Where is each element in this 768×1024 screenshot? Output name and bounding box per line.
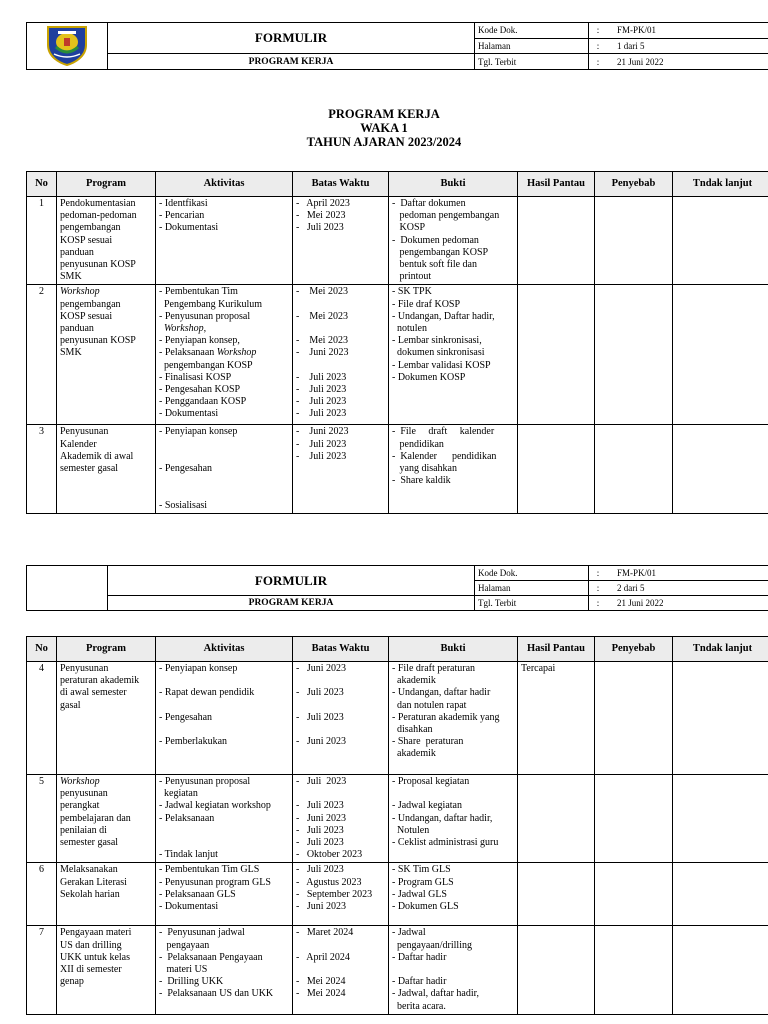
cell-line: Workshop,	[159, 323, 207, 335]
program-table-page-2	[26, 636, 768, 1015]
row-number: 2	[27, 285, 57, 425]
cell-line: - Mei 2024	[296, 988, 346, 1000]
cell-line: - Juni 2023	[296, 736, 346, 748]
cell-line: - Juli 2023	[296, 384, 347, 396]
col-bukti-header: Bukti	[389, 637, 518, 662]
cell-line	[159, 724, 289, 736]
cell-line: US dan drilling	[60, 939, 122, 951]
cell-line	[159, 837, 289, 849]
cell-line: - Pelaksanaan GLS	[159, 888, 236, 900]
cell-line: - Jadwal, daftar hadir,	[392, 988, 480, 1000]
bukti-cell	[389, 285, 518, 425]
cell-line: - Dokumen KOSP	[392, 371, 466, 383]
cell-line: Penyusunan	[60, 663, 109, 674]
document-title: PROGRAM KERJA WAKA 1 TAHUN AJARAN 2023/2024	[306, 107, 462, 149]
table-row	[27, 926, 768, 1014]
cell-line: di awal semester	[60, 687, 127, 699]
cell-line: - Tindak lanjut	[159, 849, 218, 861]
cell-line	[159, 825, 289, 837]
col-aktivitas-header: Aktivitas	[156, 172, 293, 197]
cell-line: - Oktober 2023	[296, 849, 363, 861]
kode-value: FM-PK/01	[607, 566, 768, 581]
cell-line: - Pelaksanaan Pengayaan	[159, 951, 263, 963]
form-title: FORMULIR	[108, 566, 475, 596]
cell-line: - Juli 2023	[296, 687, 344, 699]
row-number: 3	[27, 425, 57, 513]
cell-line: bentuk soft file dan	[392, 259, 477, 271]
hasil-pantau-cell: Tercapai	[518, 662, 595, 775]
cell-line: - April 2024	[296, 951, 350, 963]
terbit-value: 21 Juni 2022	[607, 596, 768, 611]
aktivitas-cell	[156, 197, 293, 285]
cell-line: - Jadwal kegiatan workshop	[159, 800, 271, 812]
cell-line: akademik	[392, 675, 436, 687]
halaman-label: Halaman	[475, 38, 589, 54]
cell-line: disahkan	[392, 724, 433, 736]
cell-line: SMK	[60, 347, 82, 359]
cell-line: - Jadwal	[392, 927, 426, 939]
aktivitas-cell	[156, 926, 293, 1014]
col-no-header: No	[27, 637, 57, 662]
cell-line: perangkat	[60, 800, 100, 812]
cell-line: penyusunan KOSP	[60, 259, 136, 271]
cell-line	[296, 323, 385, 335]
cell-line: - Pelaksanaan Workshop	[159, 347, 257, 359]
cell-line: pedoman-pedoman	[60, 210, 137, 222]
cell-line: - SK TPK	[392, 286, 432, 298]
cell-line: - Share kaldik	[392, 475, 451, 487]
cell-line: pengembangan	[60, 298, 121, 310]
cell-line: - Penyiapan konsep	[159, 663, 238, 674]
cell-line: pembelajaran dan	[60, 812, 131, 824]
table-row	[27, 863, 768, 926]
cell-line: pendidikan	[392, 438, 444, 450]
table-row	[27, 775, 768, 863]
form-subtitle: PROGRAM KERJA	[108, 54, 475, 70]
cell-line: peraturan akademik	[60, 675, 140, 687]
col-program-header: Program	[57, 637, 156, 662]
cell-line: pengayaan/drilling	[392, 939, 472, 951]
hasil-pantau-cell	[518, 425, 595, 513]
cell-line: SMK	[60, 271, 82, 283]
batas-waktu-cell	[293, 197, 389, 285]
cell-line: - Pembentukan Tim GLS	[159, 864, 260, 876]
col-program-header: Program	[57, 172, 156, 197]
penyebab-cell	[595, 863, 673, 926]
cell-line: - Juli 2023	[296, 837, 344, 849]
cell-line: dan notulen rapat	[392, 699, 467, 711]
form-subtitle: PROGRAM KERJA	[108, 596, 475, 611]
terbit-label: Tgl. Terbit	[475, 54, 589, 70]
col-hasil-pantau-header: Hasil Pantau	[518, 172, 595, 197]
cell-line: - File draft peraturan	[392, 663, 476, 674]
cell-line: - Undangan, daftar hadir	[392, 687, 491, 699]
hasil-pantau-cell	[518, 863, 595, 926]
cell-line: - Juli 2023	[296, 438, 347, 450]
cell-line: - Penggandaan KOSP	[159, 396, 247, 408]
kode-label: Kode Dok.	[475, 566, 589, 581]
cell-line: - Penyiapan konsep	[159, 426, 238, 438]
cell-line	[296, 299, 385, 311]
cell-line: - Identfikasi	[159, 198, 208, 209]
kode-label: Kode Dok.	[475, 23, 589, 39]
cell-line: - Dokumentasi	[159, 222, 219, 234]
tindak-lanjut-cell	[673, 197, 768, 285]
cell-line: - Penyiapan konsep,	[159, 335, 240, 347]
col-penyebab-header: Penyebab	[595, 637, 673, 662]
cell-line: berita acara.	[392, 1000, 446, 1012]
cell-line	[159, 700, 289, 712]
cell-line: Workshop	[60, 776, 100, 787]
tindak-lanjut-cell	[673, 863, 768, 926]
col-tindak-lanjut-header: Tndak lanjut	[673, 637, 768, 662]
cell-line	[296, 788, 385, 800]
table-row	[27, 425, 768, 513]
cell-line: - Lembar validasi KOSP	[392, 359, 491, 371]
cell-line: - Pelaksanaan US dan UKK	[159, 988, 274, 1000]
bukti-cell	[389, 425, 518, 513]
logo-placeholder	[27, 566, 108, 611]
batas-waktu-cell	[293, 863, 389, 926]
cell-line: Sekolah harian	[60, 888, 120, 900]
cell-line	[296, 360, 385, 372]
cell-line: - Pelaksanaan	[159, 812, 215, 824]
form-header-2: FORMULIR Kode Dok. : FM-PK/01 Halaman : 2 dari 5 PROGRAM KERJA Tgl. Terbit : 21 Juni 2022	[26, 565, 768, 611]
row-number: 6	[27, 863, 57, 926]
cell-line: - Share peraturan	[392, 736, 464, 748]
bukti-cell	[389, 662, 518, 775]
cell-line: - Juli 2023	[296, 711, 344, 723]
cell-line	[296, 724, 385, 736]
cell-line: Pengembang Kurikulum	[159, 298, 263, 310]
row-number: 4	[27, 662, 57, 775]
cell-line: notulen	[392, 323, 427, 335]
cell-line: - Juni 2023	[296, 812, 346, 824]
cell-line: - Pemberlakukan	[159, 736, 228, 748]
terbit-label: Tgl. Terbit	[475, 596, 589, 611]
cell-line: Gerakan Literasi	[60, 876, 127, 888]
cell-line: - Dokumen GLS	[392, 901, 459, 913]
tindak-lanjut-cell	[673, 662, 768, 775]
halaman-value: 2 dari 5	[607, 581, 768, 596]
program-cell	[57, 926, 156, 1014]
cell-line: pengembangan KOSP	[392, 246, 489, 258]
aktivitas-cell	[156, 775, 293, 863]
cell-line	[296, 940, 385, 952]
cell-line: semester gasal	[60, 463, 119, 475]
col-no-header: No	[27, 172, 57, 197]
col-batas-waktu-header: Batas Waktu	[293, 172, 389, 197]
cell-line: - Kalender pendidikan	[392, 450, 497, 462]
cell-line: - Penyusunan jadwal	[159, 927, 245, 939]
col-bukti-header: Bukti	[389, 172, 518, 197]
cell-line: - Juli 2023	[296, 371, 347, 383]
batas-waktu-cell	[293, 775, 389, 863]
cell-line: - Juni 2023	[296, 901, 346, 913]
halaman-label: Halaman	[475, 581, 589, 596]
cell-line: Penyusunan	[60, 426, 109, 438]
cell-line: Pengayaan materi	[60, 927, 132, 939]
cell-line: genap	[60, 976, 84, 988]
program-cell	[57, 662, 156, 775]
cell-line: - Daftar dokumen	[392, 198, 466, 209]
cell-line: - Pencarian	[159, 210, 205, 222]
cell-line: XII di semester	[60, 964, 122, 976]
cell-line: - Juli 2023	[296, 864, 344, 876]
cell-line: pengayaan	[159, 939, 210, 951]
cell-line: - File draf KOSP	[392, 298, 461, 310]
cell-line: - File draft kalender	[392, 426, 495, 438]
program-cell	[57, 863, 156, 926]
cell-line: printout	[392, 271, 432, 283]
cell-line: - Sosialisasi	[159, 499, 208, 511]
cell-line: - Dokumentasi	[159, 408, 219, 420]
cell-line: yang disahkan	[392, 463, 457, 475]
col-batas-waktu-header: Batas Waktu	[293, 637, 389, 662]
cell-line	[296, 700, 385, 712]
cell-line	[296, 675, 385, 687]
batas-waktu-cell	[293, 285, 389, 425]
cell-line: - September 2023	[296, 888, 373, 900]
cell-line: Kalender	[60, 438, 97, 450]
aktivitas-cell	[156, 425, 293, 513]
tindak-lanjut-cell	[673, 775, 768, 863]
aktivitas-cell	[156, 285, 293, 425]
cell-line: panduan	[60, 246, 94, 258]
cell-line: - Maret 2024	[296, 927, 354, 939]
cell-line: - Finalisasi KOSP	[159, 371, 232, 383]
cell-line	[392, 788, 514, 800]
cell-line: panduan	[60, 323, 94, 335]
cell-line: KOSP sesuai	[60, 234, 113, 246]
cell-line: - Pembentukan Tim	[159, 286, 238, 298]
cell-line: Notulen	[392, 824, 430, 836]
cell-line: KOSP sesuai	[60, 310, 113, 322]
program-cell	[57, 775, 156, 863]
cell-line	[159, 675, 289, 687]
cell-line: pengembangan	[60, 222, 121, 234]
cell-line	[159, 475, 289, 487]
halaman-value: 1 dari 5	[607, 38, 768, 54]
cell-line: - SK Tim GLS	[392, 864, 451, 876]
cell-line: - Juli 2023	[296, 776, 347, 787]
penyebab-cell	[595, 775, 673, 863]
penyebab-cell	[595, 662, 673, 775]
cell-line: penilaian di	[60, 824, 107, 836]
cell-line: akademik	[392, 748, 436, 760]
school-logo	[27, 23, 108, 70]
cell-line: - Dokumen pedoman	[392, 234, 479, 246]
cell-line: - Ceklist administrasi guru	[392, 837, 499, 849]
hasil-pantau-cell	[518, 285, 595, 425]
cell-line: - Pengesahan	[159, 463, 213, 475]
cell-line: - Juli 2023	[296, 450, 347, 462]
cell-line: - Mei 2023	[296, 286, 348, 298]
tindak-lanjut-cell	[673, 926, 768, 1014]
cell-line: - Lembar sinkronisasi,	[392, 335, 482, 347]
cell-line: - Juli 2023	[296, 824, 344, 836]
cell-line: Workshop	[60, 286, 100, 298]
form-title: FORMULIR	[108, 23, 475, 54]
cell-line: - Pengesahan	[159, 711, 213, 723]
cell-line: - Juni 2023	[296, 426, 349, 438]
cell-line: - Juli 2023	[296, 408, 347, 420]
cell-line: penyusunan KOSP	[60, 335, 136, 347]
cell-line: KOSP	[392, 222, 426, 234]
cell-line: - Penyusunan program GLS	[159, 876, 271, 888]
cell-line: - April 2023	[296, 198, 350, 209]
program-cell	[57, 285, 156, 425]
penyebab-cell	[595, 926, 673, 1014]
cell-line: - Agustus 2023	[296, 876, 362, 888]
batas-waktu-cell	[293, 425, 389, 513]
cell-line: - Juli 2023	[296, 800, 344, 812]
cell-line: kegiatan	[159, 788, 198, 800]
cell-line: - Penyusunan proposal	[159, 310, 251, 322]
cell-line	[159, 451, 289, 463]
cell-line: gasal	[60, 699, 81, 711]
cell-line: - Daftar hadir	[392, 951, 447, 963]
row-number: 5	[27, 775, 57, 863]
cell-line: - Juni 2023	[296, 347, 349, 359]
col-penyebab-header: Penyebab	[595, 172, 673, 197]
bukti-cell	[389, 197, 518, 285]
cell-line: - Juli 2023	[296, 222, 344, 234]
terbit-value: 21 Juni 2022	[607, 54, 768, 70]
hasil-pantau-cell	[518, 775, 595, 863]
cell-line: Akademik di awal	[60, 450, 134, 462]
hasil-pantau-cell	[518, 197, 595, 285]
cell-line: - Juli 2023	[296, 396, 347, 408]
aktivitas-cell	[156, 662, 293, 775]
cell-line	[296, 964, 385, 976]
col-tindak-lanjut-header: Tndak lanjut	[673, 172, 768, 197]
cell-line: - Undangan, daftar hadir,	[392, 812, 493, 824]
cell-line: - Jadwal GLS	[392, 888, 447, 900]
aktivitas-cell	[156, 863, 293, 926]
cell-line: - Peraturan akademik yang	[392, 711, 500, 723]
cell-line: - Juni 2023	[296, 663, 346, 674]
cell-line: - Daftar hadir	[392, 976, 447, 988]
cell-line: semester gasal	[60, 837, 119, 849]
penyebab-cell	[595, 425, 673, 513]
tindak-lanjut-cell	[673, 425, 768, 513]
form-header-1: FORMULIR Kode Dok. : FM-PK/01 Halaman : 1 dari 5 PROGRAM KERJA Tgl. Terbit : 21 Juni 2022	[26, 22, 768, 70]
cell-line: - Mei 2023	[296, 210, 346, 222]
cell-line: pengembangan KOSP	[159, 359, 253, 371]
cell-line: - Mei 2024	[296, 976, 346, 988]
cell-line: - Program GLS	[392, 876, 454, 888]
emblem-icon	[44, 23, 90, 67]
cell-line: materi US	[159, 964, 208, 976]
table-row	[27, 285, 768, 425]
bukti-cell	[389, 926, 518, 1014]
cell-line	[392, 964, 514, 976]
row-number: 7	[27, 926, 57, 1014]
tindak-lanjut-cell	[673, 285, 768, 425]
cell-line: pedoman pengembangan	[392, 210, 500, 222]
penyebab-cell	[595, 197, 673, 285]
kode-value: FM-PK/01	[607, 23, 768, 39]
col-hasil-pantau-header: Hasil Pantau	[518, 637, 595, 662]
cell-line: Melaksanakan	[60, 864, 118, 876]
cell-line: - Pengesahan KOSP	[159, 384, 241, 396]
cell-line: - Mei 2023	[296, 310, 348, 322]
cell-line: - Rapat dewan pendidik	[159, 687, 255, 699]
bukti-cell	[389, 863, 518, 926]
cell-line: - Penyusunan proposal	[159, 776, 251, 787]
batas-waktu-cell	[293, 662, 389, 775]
program-table-page-1	[26, 171, 768, 514]
col-aktivitas-header: Aktivitas	[156, 637, 293, 662]
program-cell	[57, 197, 156, 285]
table-row	[27, 662, 768, 775]
cell-line: dokumen sinkronisasi	[392, 347, 485, 359]
row-number: 1	[27, 197, 57, 285]
cell-line: - Mei 2023	[296, 335, 348, 347]
cell-line: - Drilling UKK	[159, 976, 224, 988]
cell-line: penyusunan	[60, 788, 108, 800]
cell-line: - Proposal kegiatan	[392, 776, 470, 787]
hasil-pantau-cell	[518, 926, 595, 1014]
cell-line	[159, 487, 289, 499]
cell-line: - Jadwal kegiatan	[392, 800, 462, 812]
program-cell	[57, 425, 156, 513]
cell-line	[159, 439, 289, 451]
batas-waktu-cell	[293, 926, 389, 1014]
bukti-cell	[389, 775, 518, 863]
cell-line: Pendokumentasian	[60, 198, 136, 209]
cell-line: UKK untuk kelas	[60, 951, 130, 963]
cell-line: - Undangan, Daftar hadir,	[392, 310, 495, 322]
table-row	[27, 197, 768, 285]
penyebab-cell	[595, 285, 673, 425]
cell-line: - Dokumentasi	[159, 901, 219, 913]
